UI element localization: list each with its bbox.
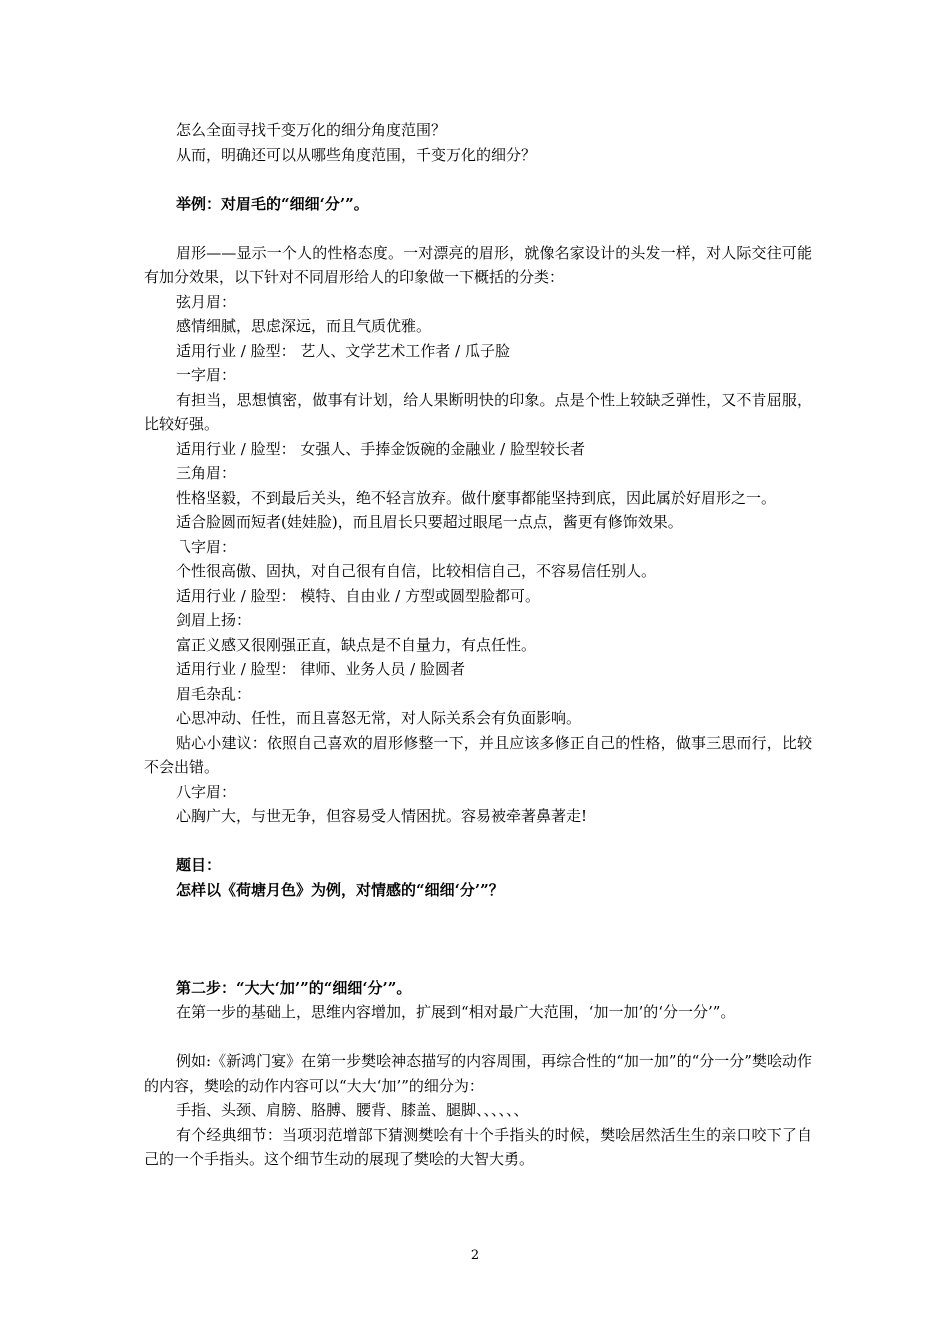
eyebrow-item: 富正义感又很刚强正直，缺点是不自量力，有点任性。 [176, 635, 537, 654]
intro-line-2: 从而，明确还可以从哪些角度范围，千变万化的细分？ [176, 145, 537, 164]
example-heading: 举例：对眉毛的“细细‘分’”。 [176, 194, 369, 213]
eyebrow-item: 适用行业 / 脸型： 女强人、手捧金饭碗的金融业 / 脸型较长者 [176, 439, 585, 458]
question-text: 怎样以《荷塘月色》为例，对情感的“细细‘分’”？ [176, 880, 504, 899]
eyebrow-item: 适用行业 / 脸型： 艺人、文学艺术工作者 / 瓜子脸 [176, 341, 510, 360]
eyebrow-item: 心胸广大，与世无争，但容易受人情困扰。容易被牵著鼻著走! [176, 807, 588, 825]
eyebrow-item: 性格坚毅，不到最后关头，绝不轻言放弃。做什麼事都能坚持到底，因此属於好眉形之一。 [176, 488, 777, 507]
step2-detail: 有个经典细节：当项羽范增部下猜测樊哙有十个手指头的时候，樊哙居然活生生的亲口咬下了自己的一个手指头。这个细节生动的展现了樊哙的大智大勇。 [144, 1125, 812, 1168]
eyebrow-item: 八字眉： [176, 782, 237, 801]
blank-line [144, 167, 812, 192]
eyebrow-item: 乁字眉： [176, 537, 237, 556]
eyebrow-item: 适用行业 / 脸型： 模特、自由业 / 方型或圆型脸都可。 [176, 586, 540, 605]
step2-intro: 在第一步的基础上，思维内容增加，扩展到“相对最广大范围，‘加一加’的‘分一分’”。 [176, 1003, 736, 1021]
blank-line [144, 216, 812, 241]
eyebrow-item: 眉毛杂乱： [176, 684, 252, 703]
blank-line [144, 1025, 812, 1050]
blank-lines [144, 902, 812, 951]
step2-heading: 第二步：“大大‘加’”的“细细‘分’”。 [176, 978, 412, 997]
page-content [144, 118, 812, 1172]
eyebrow-item: 贴心小建议：依照自己喜欢的眉形修整一下，并且应该多修正自己的性格，做事三思而行，比较不会出错。 [144, 733, 812, 776]
question-label: 题目： [176, 856, 222, 874]
page-number: 2 [470, 1248, 480, 1263]
eyebrow-intro: 眉形——显示一个人的性格态度。一对漂亮的眉形，就像名家设计的头发一样，对人际交往可能有加分效果，以下针对不同眉形给人的印象做一下概括的分类： [144, 243, 812, 286]
eyebrow-item: 适合脸圆而短者(娃娃脸)，而且眉长只要超过眼尾一点点，酱更有修饰效果。 [176, 513, 683, 531]
step2-list: 手指、头颈、肩膀、胳膊、腰背、膝盖、腿脚、、、、、、 [176, 1101, 529, 1119]
eyebrow-item: 三角眉： [176, 464, 237, 482]
eyebrow-item: 适用行业 / 脸型： 律师、业务人员 / 脸圆者 [176, 660, 465, 678]
blank-line [144, 951, 812, 976]
blank-line [144, 829, 812, 854]
eyebrow-item: 一字眉： [176, 366, 237, 384]
eyebrow-item: 感情细腻，思虑深远，而且气质优雅。 [176, 317, 432, 335]
intro-line-1: 怎么全面寻找千变万化的细分角度范围？ [176, 121, 447, 139]
eyebrow-item: 弦月眉： [176, 292, 237, 311]
step2-example: 例如:《新鸿门宴》在第一步樊哙神态描写的内容周围，再综合性的“加一加”的“分一分”樊哙动作的内容，樊哙的动作内容可以“大大‘加’”的细分为： [144, 1052, 812, 1095]
eyebrow-item: 心思冲动、任性，而且喜怒无常，对人际关系会有负面影响。 [176, 709, 582, 727]
eyebrow-item: 有担当，思想慎密，做事有计划，给人果断明快的印象。点是个性上较缺乏弹性，又不肯屈服，比较好强。 [144, 390, 812, 433]
eyebrow-item: 个性很高傲、固执，对自己很有自信，比较相信自己，不容易信任别人。 [176, 562, 657, 580]
eyebrow-item: 剑眉上扬： [176, 611, 252, 629]
